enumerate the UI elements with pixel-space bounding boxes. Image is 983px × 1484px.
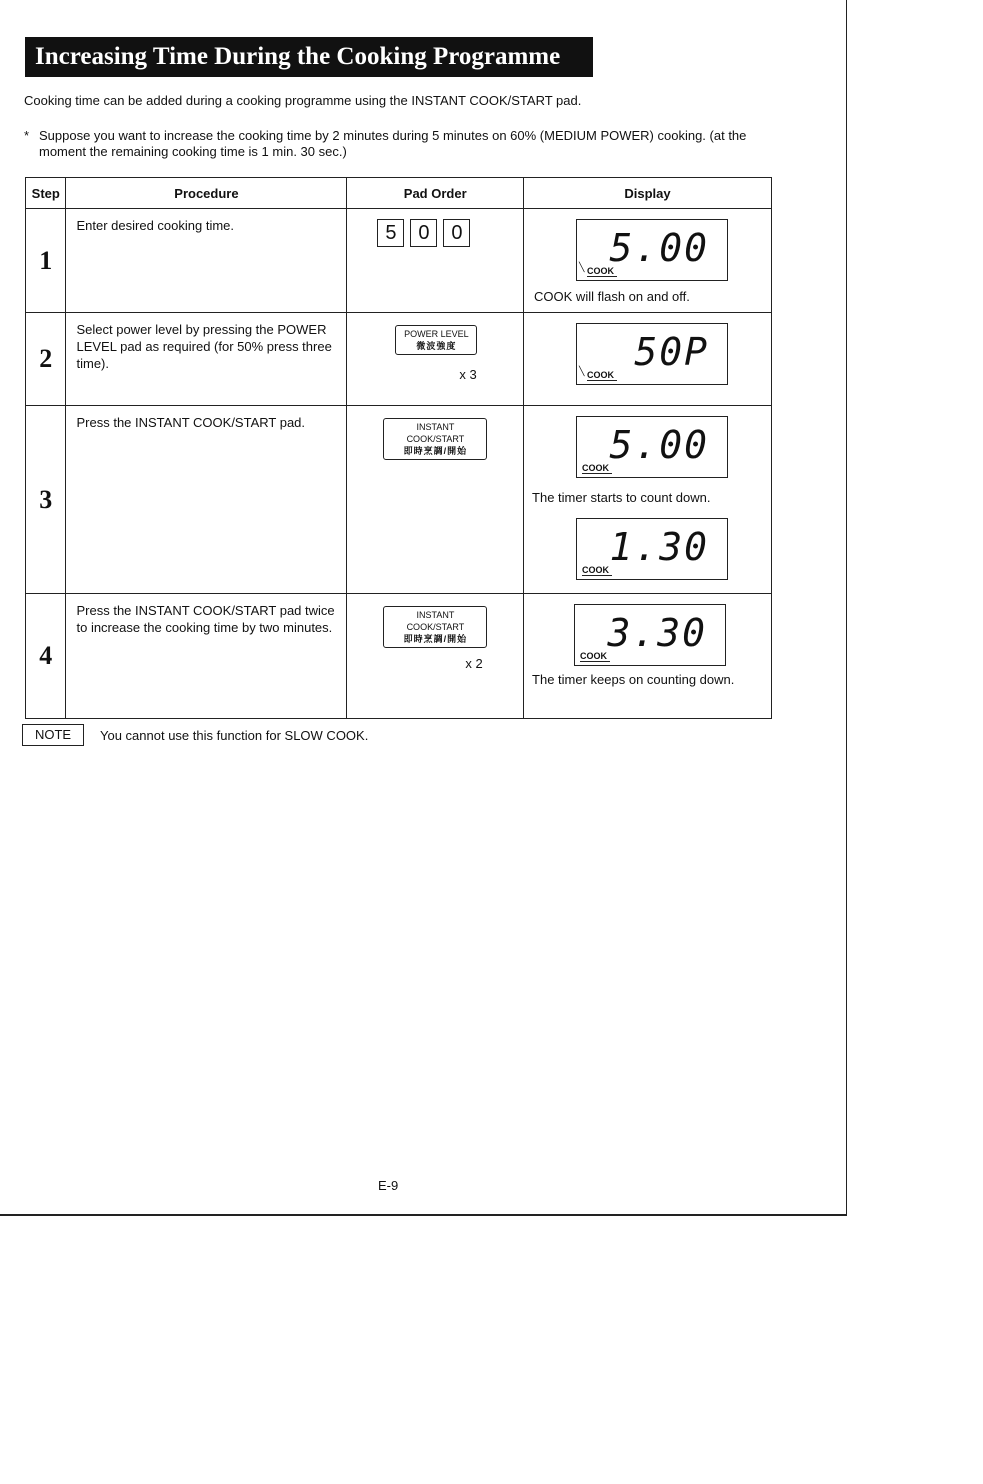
pad-label-chinese: 微波強度: [416, 341, 457, 351]
bullet-marker: *: [24, 128, 30, 143]
pad-order-cell: [347, 406, 524, 594]
table-row: [26, 594, 772, 719]
procedure-text: Select power level by pressing the POWER LEVEL pad as required (for 50% press three time).: [66, 313, 347, 406]
pad-order-cell: [347, 209, 524, 313]
pad-order-cell: [347, 313, 524, 406]
key-0: 0: [443, 219, 470, 247]
flash-icon: ╲: [579, 262, 585, 272]
step-number: 4: [26, 594, 66, 719]
display-cell: [524, 594, 772, 719]
lcd-digits: 5.00: [609, 423, 710, 467]
example-paragraph: [24, 128, 784, 160]
lcd-digits: 5.00: [609, 226, 710, 270]
header-procedure: Procedure: [66, 178, 347, 209]
page-edge-rule: [846, 0, 847, 1215]
page-number: E-9: [378, 1178, 399, 1193]
number-keys: [377, 219, 523, 247]
display-cell: [524, 406, 772, 594]
display-cell: [524, 313, 772, 406]
power-level-pad: [395, 325, 477, 355]
instant-cook-start-pad: [383, 418, 487, 460]
display-caption: The timer keeps on counting down.: [532, 672, 735, 687]
note-text: You cannot use this function for SLOW COOK.: [100, 728, 369, 743]
pad-order-cell: [347, 594, 524, 719]
display-caption: COOK will flash on and off.: [534, 289, 690, 304]
steps-table: [25, 177, 772, 719]
cook-indicator: COOK: [582, 463, 612, 474]
lcd-display: [576, 219, 728, 281]
header-display: Display: [524, 178, 772, 209]
flash-icon: ╲: [579, 366, 585, 376]
instant-cook-start-pad: [383, 606, 487, 648]
header-step: Step: [26, 178, 66, 209]
procedure-text: Press the INSTANT COOK/START pad twice to increase the cooking time by two minutes.: [66, 594, 347, 719]
procedure-text: Press the INSTANT COOK/START pad.: [66, 406, 347, 594]
press-count: x 3: [459, 367, 477, 382]
step-number: 2: [26, 313, 66, 406]
display-caption: The timer starts to count down.: [532, 490, 711, 505]
table-row: [26, 406, 772, 594]
step-number: 3: [26, 406, 66, 594]
page-bottom-rule: [0, 1214, 847, 1216]
pad-label: INSTANT COOK/START: [406, 422, 465, 444]
press-count: x 2: [465, 656, 483, 671]
table-header-row: [26, 178, 772, 209]
table-row: [26, 313, 772, 406]
pad-label-chinese: 即時烹調/開始: [403, 634, 468, 644]
key-0: 0: [410, 219, 437, 247]
procedure-text: Enter desired cooking time.: [66, 209, 347, 313]
lcd-digits: 50P: [634, 330, 710, 374]
cook-indicator: COOK: [587, 370, 617, 381]
pad-label-chinese: 即時烹調/開始: [403, 446, 468, 456]
lcd-display: [576, 323, 728, 385]
header-pad-order: Pad Order: [347, 178, 524, 209]
page-title: Increasing Time During the Cooking Programme: [25, 37, 593, 77]
lcd-digits: 1.30: [609, 525, 710, 569]
note-label: NOTE: [22, 724, 84, 746]
lcd-display-countdown: [576, 518, 728, 580]
cook-indicator: COOK: [580, 651, 610, 662]
example-text: Suppose you want to increase the cooking time by 2 minutes during 5 minutes on 60% (MEDIUM POWER) cooking. (at the moment the remaining cooking time is 1 min. 30 sec.): [39, 128, 747, 159]
step-number: 1: [26, 209, 66, 313]
lcd-display: [574, 604, 726, 666]
intro-text: Cooking time can be added during a cooking programme using the INSTANT COOK/START pad.: [24, 93, 582, 108]
lcd-display: [576, 416, 728, 478]
display-cell: [524, 209, 772, 313]
cook-indicator: COOK: [582, 565, 612, 576]
key-5: 5: [377, 219, 404, 247]
pad-label: INSTANT COOK/START: [406, 610, 465, 632]
cook-indicator: COOK: [587, 266, 617, 277]
lcd-digits: 3.30: [607, 611, 708, 655]
table-row: [26, 209, 772, 313]
pad-label: POWER LEVEL: [404, 329, 469, 339]
